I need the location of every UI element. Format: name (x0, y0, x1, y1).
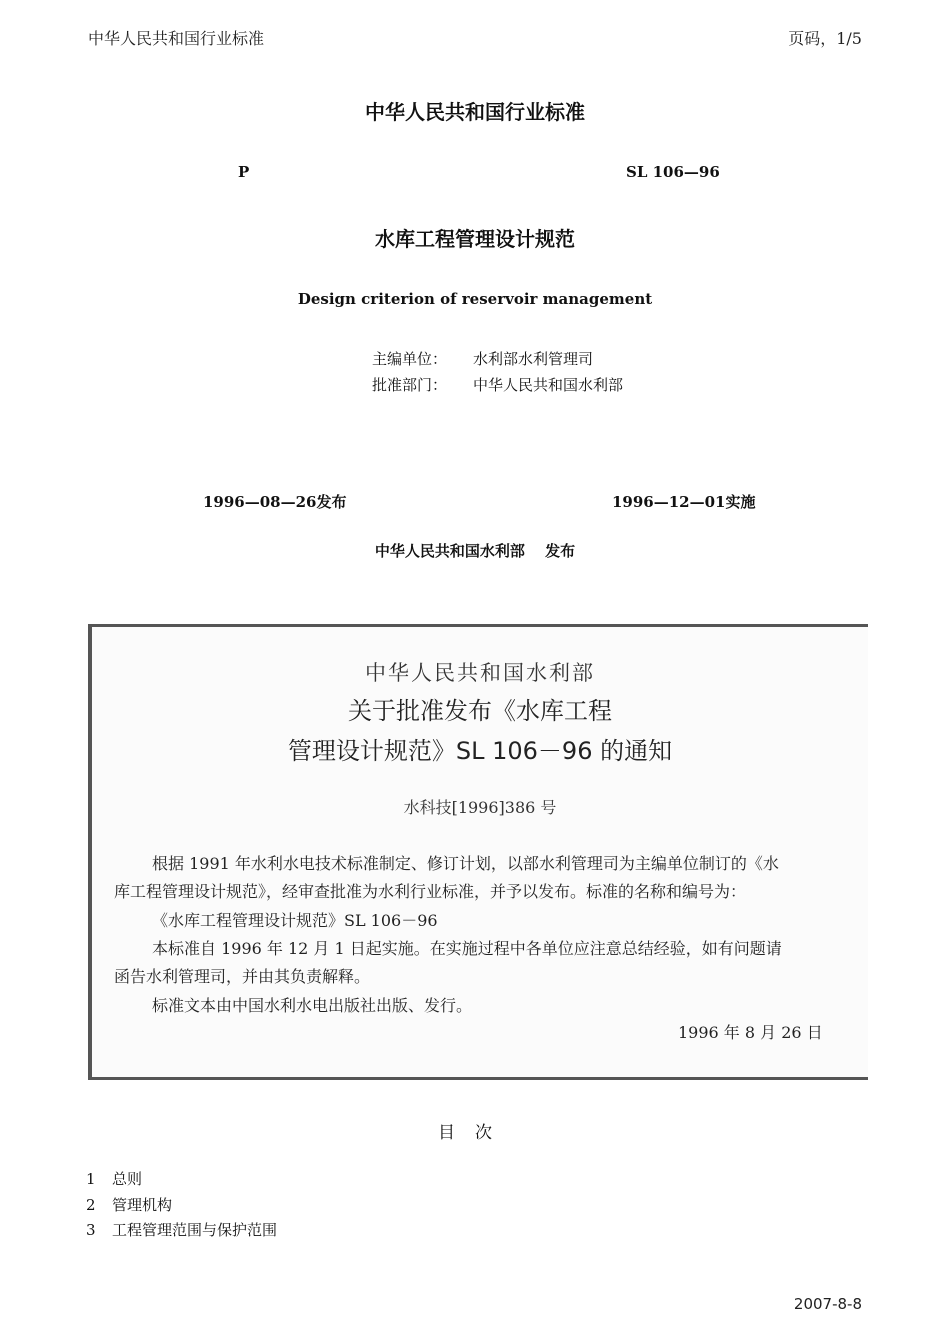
toc-item-label: 管理机构 (112, 1196, 173, 1214)
approver-label: 批准部门： (372, 376, 448, 394)
page-header-title: 中华人民共和国行业标准 (88, 29, 265, 48)
notice-line: 函告水利管理司，并由其负责解释。 (114, 967, 371, 986)
notice-doc-number: 水科技[1996]386 号 (403, 798, 557, 817)
effective-date: 1996—12—01实施 (612, 493, 756, 511)
document-title-english: Design criterion of reservoir management (297, 290, 653, 308)
notice-line: 库工程管理设计规范》，经审查批准为水利行业标准，并予以发布。标准的名称和编号为： (114, 882, 747, 901)
issuer: 中华人民共和国水利部 发布 (374, 542, 576, 560)
toc-item-label: 总则 (112, 1170, 143, 1188)
issue-date: 1996—08—26发布 (203, 493, 347, 511)
classification-code: P (238, 163, 250, 181)
notice-title-line2: 管理设计规范》SL 106－96 的通知 (287, 737, 673, 765)
toc-item-number: 3 (86, 1221, 96, 1239)
editor-value: 水利部水利管理司 (473, 350, 594, 368)
toc-item[interactable] (86, 1219, 277, 1240)
document-title: 水库工程管理设计规范 (375, 227, 575, 251)
toc-item-label: 工程管理范围与保护范围 (112, 1221, 278, 1239)
approval-notice-scan (88, 624, 868, 1080)
toc-title: 目次 (438, 1123, 512, 1143)
toc-item-number: 1 (86, 1170, 96, 1188)
toc-item-number: 2 (86, 1196, 96, 1214)
notice-date: 1996 年 8 月 26 日 (678, 1023, 823, 1042)
standard-number: SL 106—96 (626, 163, 720, 181)
toc-item[interactable] (86, 1194, 172, 1215)
notice-line: 根据 1991 年水利水电技术标准制定、修订计划，以部水利管理司为主编单位制订的《水 (152, 854, 779, 873)
notice-line: 《水库工程管理设计规范》SL 106－96 (152, 911, 438, 930)
notice-title-line1: 关于批准发布《水库工程 (348, 697, 612, 725)
approver-value: 中华人民共和国水利部 (473, 376, 624, 394)
footer-date: 2007-8-8 (793, 1295, 862, 1313)
toc-item[interactable] (86, 1168, 142, 1189)
notice-line: 本标准自 1996 年 12 月 1 日起实施。在实施过程中各单位应注意总结经验，如有问题请 (152, 939, 782, 958)
standard-category: 中华人民共和国行业标准 (365, 100, 585, 124)
page-number: 页码，1/5 (788, 29, 862, 48)
notice-line: 标准文本由中国水利水电出版社出版、发行。 (152, 996, 473, 1015)
editor-label: 主编单位： (372, 350, 448, 368)
notice-org: 中华人民共和国水利部 (365, 661, 595, 685)
